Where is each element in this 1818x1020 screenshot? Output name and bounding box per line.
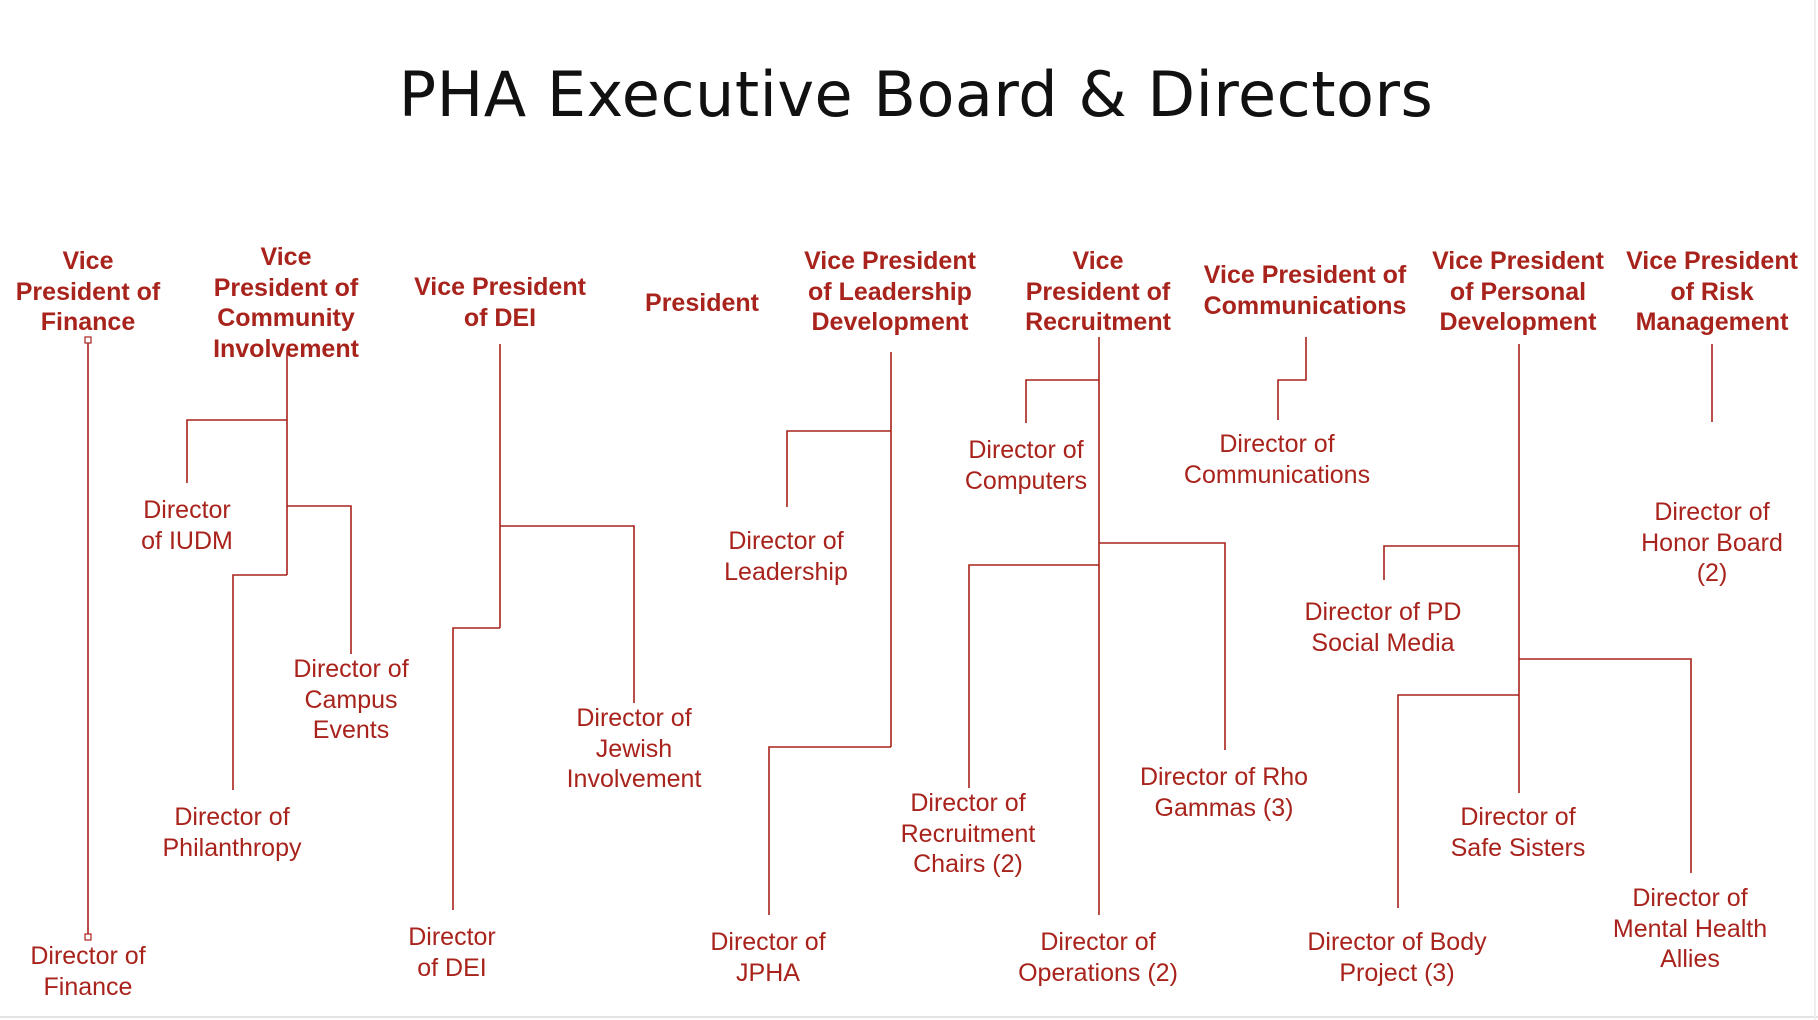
- director-computers-line-1: Director of: [968, 436, 1084, 464]
- connector-leadership-to-director-leadership: [787, 431, 891, 507]
- director-leadership-line-1: Director of: [728, 527, 844, 555]
- officer-vp-finance-line-3: Finance: [40, 308, 136, 336]
- director-operations-line-1: Director of: [1040, 928, 1156, 956]
- officer-vp-communications-line-2: Communications: [1203, 291, 1407, 320]
- director-honor-board-line-2: Honor Board: [1641, 528, 1783, 557]
- director-body-project: [1307, 927, 1486, 988]
- director-communications: [1184, 429, 1370, 490]
- officer-vp-dei: [414, 272, 586, 333]
- director-campus-events-line-3: Events: [312, 716, 390, 744]
- director-computers-line-2: Computers: [964, 466, 1088, 495]
- officer-vp-recruitment: [1025, 246, 1171, 338]
- director-finance-line-2: Finance: [43, 972, 133, 1001]
- director-jewish-involvement-line-1: Director of: [576, 704, 692, 732]
- director-honor-board-line-1: Director of: [1654, 498, 1770, 526]
- officer-vp-community-involvement-line-4: Involvement: [213, 334, 359, 363]
- director-philanthropy: [163, 802, 302, 863]
- officer-president-line-1: President: [645, 289, 759, 317]
- connector-communications-connector: [1278, 337, 1306, 420]
- officer-vp-personal-development-line-1: Vice President: [1432, 247, 1604, 275]
- finance-connector-handle-2[interactable]: [85, 934, 91, 940]
- director-safe-sisters: [1451, 802, 1586, 863]
- director-operations-line-2: Operations (2): [1018, 958, 1178, 987]
- connector-dei-to-jewish-involvement: [500, 526, 634, 703]
- director-campus-events-line-1: Director of: [293, 655, 409, 683]
- connector-community-to-iudm: [187, 420, 287, 483]
- director-jpha: [710, 927, 825, 988]
- officer-vp-dei-line-2: of DEI: [463, 303, 537, 332]
- connector-personal-dev-to-pd-social-media: [1384, 546, 1519, 580]
- director-body-project-line-2: Project (3): [1339, 958, 1455, 987]
- connector-recruitment-to-recruitment-chairs: [969, 565, 1099, 788]
- slide-bottom-border: [0, 1016, 1818, 1018]
- officer-vp-risk-management-line-2: of Risk: [1670, 277, 1754, 306]
- director-pd-social-media: [1305, 597, 1462, 658]
- director-dei-line-1: Director: [408, 923, 496, 951]
- officer-vp-recruitment-line-3: Recruitment: [1025, 308, 1171, 336]
- director-communications-line-1: Director of: [1219, 430, 1335, 458]
- director-pd-social-media-line-1: Director of PD: [1304, 598, 1462, 626]
- director-recruitment-chairs: [901, 788, 1036, 880]
- connector-recruitment-to-rho-gammas: [1099, 543, 1225, 750]
- director-iudm: [141, 495, 233, 556]
- director-iudm-line-2: of IUDM: [141, 526, 233, 555]
- officer-vp-leadership-development: [804, 246, 976, 338]
- officer-vp-communications: [1204, 260, 1407, 321]
- officer-vp-finance-line-2: President of: [15, 277, 161, 306]
- director-mental-health-allies-line-1: Director of: [1632, 884, 1748, 912]
- director-iudm-line-1: Director: [143, 496, 231, 524]
- director-recruitment-chairs-line-2: Recruitment: [900, 819, 1036, 848]
- connector-community-to-philanthropy: [233, 575, 287, 790]
- director-dei: [408, 922, 496, 983]
- officer-vp-leadership-development-line-3: Development: [811, 308, 969, 336]
- officer-president: [645, 288, 759, 319]
- director-computers: [965, 435, 1087, 496]
- officer-vp-community-involvement: [213, 242, 359, 364]
- director-mental-health-allies: [1613, 883, 1767, 975]
- officer-vp-recruitment-line-1: Vice: [1072, 247, 1124, 275]
- connector-recruitment-to-computers: [1026, 380, 1099, 423]
- finance-connector-handle-1[interactable]: [85, 337, 91, 343]
- connector-dei-to-director-dei: [453, 628, 500, 910]
- director-philanthropy-line-1: Director of: [174, 803, 290, 831]
- director-leadership-line-2: Leadership: [724, 557, 848, 586]
- director-campus-events: [293, 654, 408, 746]
- director-rho-gammas-line-2: Gammas (3): [1154, 793, 1294, 822]
- director-mental-health-allies-line-2: Mental Health: [1612, 914, 1768, 943]
- director-jpha-line-1: Director of: [710, 928, 826, 956]
- officer-vp-personal-development-line-2: of Personal: [1449, 277, 1587, 306]
- officer-vp-risk-management: [1626, 246, 1798, 338]
- director-jewish-involvement: [567, 703, 702, 795]
- director-pd-social-media-line-2: Social Media: [1311, 628, 1455, 657]
- director-finance-line-1: Director of: [30, 942, 146, 970]
- director-recruitment-chairs-line-1: Director of: [910, 789, 1026, 817]
- officer-vp-personal-development-line-3: Development: [1439, 308, 1597, 336]
- director-jpha-line-2: JPHA: [736, 958, 800, 987]
- officer-vp-recruitment-line-2: President of: [1025, 277, 1171, 306]
- slide-right-border: [1814, 0, 1816, 1020]
- director-leadership: [724, 526, 848, 587]
- officer-vp-dei-line-1: Vice President: [414, 273, 586, 301]
- officer-vp-leadership-development-line-2: of Leadership: [808, 277, 972, 306]
- director-campus-events-line-2: Campus: [304, 685, 398, 714]
- director-honor-board: [1641, 497, 1783, 589]
- director-finance: [30, 941, 145, 1002]
- director-safe-sisters-line-1: Director of: [1460, 803, 1576, 831]
- page-title: PHA Executive Board & Directors: [398, 58, 1434, 131]
- director-body-project-line-1: Director of Body: [1307, 928, 1487, 956]
- officer-vp-personal-development: [1432, 246, 1604, 338]
- connector-leadership-to-jpha: [769, 747, 891, 915]
- director-jewish-involvement-line-2: Jewish: [595, 734, 673, 763]
- connector-community-to-campus-events: [287, 506, 351, 654]
- director-dei-line-2: of DEI: [417, 953, 487, 982]
- director-mental-health-allies-line-3: Allies: [1660, 945, 1720, 973]
- director-communications-line-2: Communications: [1183, 460, 1371, 489]
- officer-vp-community-involvement-line-3: Community: [217, 304, 355, 332]
- officer-vp-leadership-development-line-1: Vice President: [804, 247, 976, 275]
- director-philanthropy-line-2: Philanthropy: [162, 833, 302, 862]
- officer-vp-finance-line-1: Vice: [62, 247, 114, 275]
- director-honor-board-line-3: (2): [1696, 559, 1728, 587]
- officer-vp-community-involvement-line-1: Vice: [260, 243, 312, 271]
- officer-vp-finance: [16, 246, 160, 338]
- officer-vp-risk-management-line-3: Management: [1635, 308, 1789, 336]
- director-jewish-involvement-line-3: Involvement: [566, 765, 702, 793]
- director-rho-gammas-line-1: Director of Rho: [1139, 763, 1309, 791]
- director-operations: [1018, 927, 1178, 988]
- officer-vp-communications-line-1: Vice President of: [1203, 261, 1407, 289]
- officer-vp-community-involvement-line-2: President of: [213, 273, 359, 302]
- director-rho-gammas: [1140, 762, 1308, 823]
- director-safe-sisters-line-2: Safe Sisters: [1450, 833, 1586, 862]
- director-recruitment-chairs-line-3: Chairs (2): [913, 850, 1023, 878]
- officer-vp-risk-management-line-1: Vice President: [1626, 247, 1798, 275]
